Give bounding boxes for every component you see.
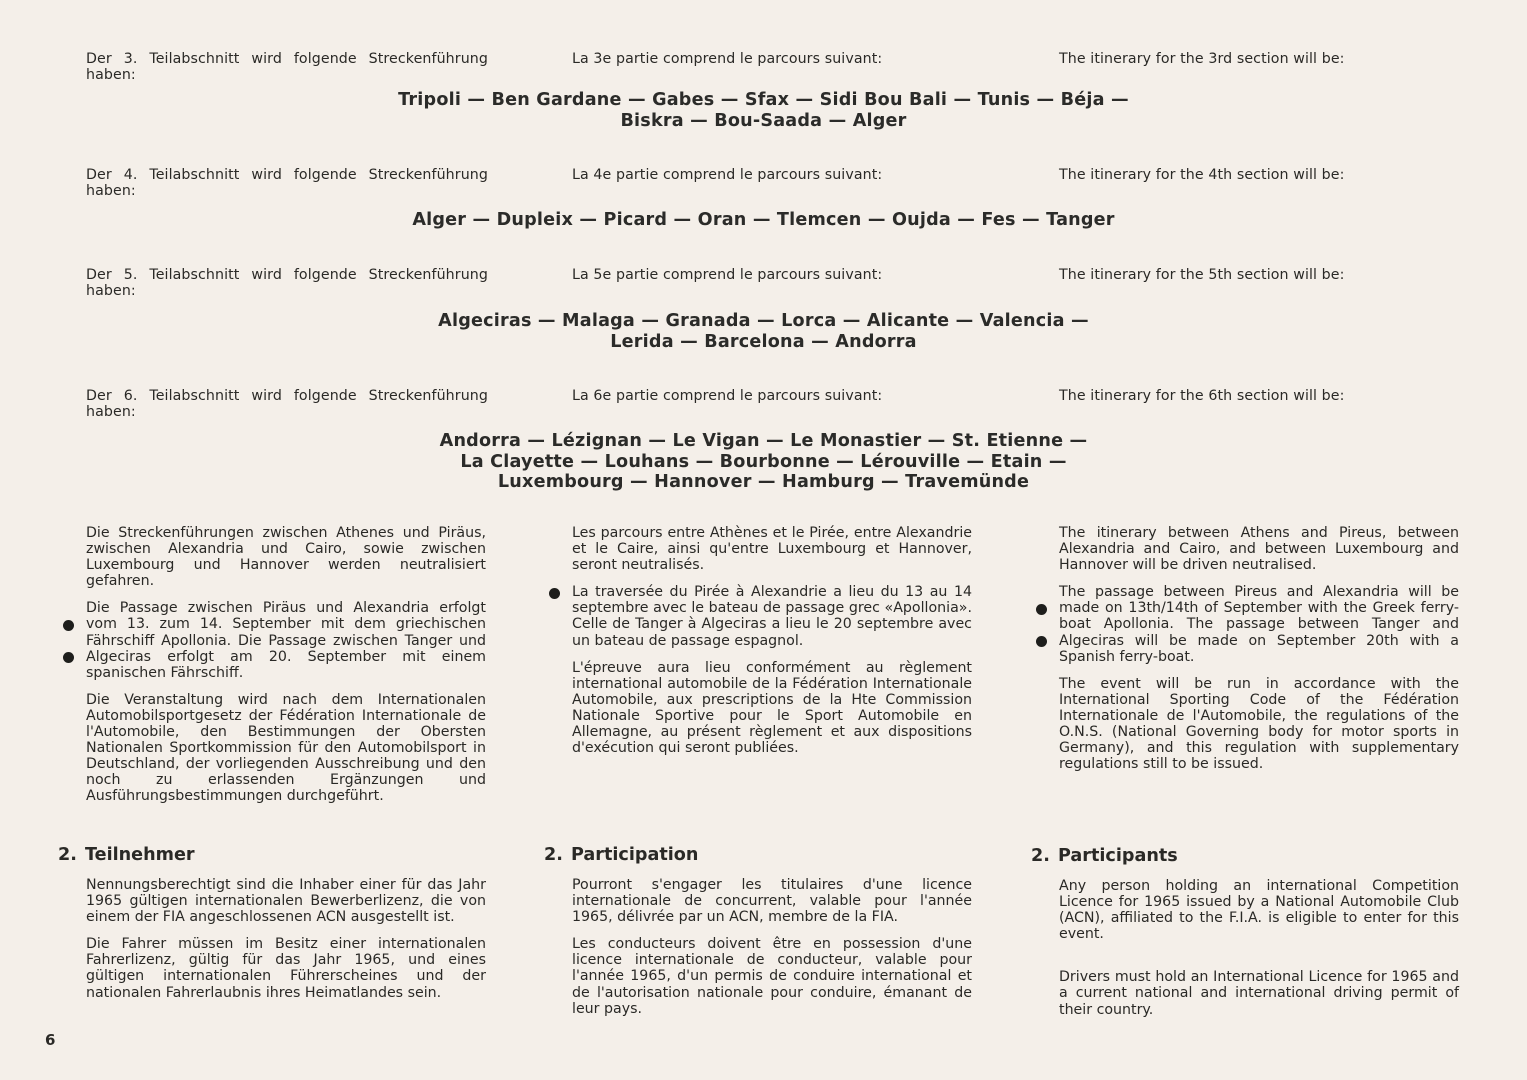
paragraph: Les conducteurs doivent être en possession d'une licence internationale de conducteur, valable pour l'année 1965, d'un permis de conduire international et de l'autorisation nationale pour conduire, émanant de leur pays. xyxy=(572,936,972,1017)
participation-text-en xyxy=(1059,878,1459,1029)
paragraph: The passage between Pireus and Alexandria will be made on 13th/14th of September with the Greek ferry-boat Apollonia. The passage between Tanger and Algeciras will be made on September 20th with a Spanish ferry-boat. xyxy=(1059,584,1459,665)
heading-number: 2. xyxy=(1031,846,1050,866)
paragraph: The event will be run in accordance with the International Sporting Code of the Fédération Internationale de l'Automobile, the regulations of the O.N.S. (National Governing body for motor sports in Germany), and this regulation with supplementary regulations still to be issued. xyxy=(1059,675,1459,773)
section-5-intro-en: The itinerary for the 5th section will be: xyxy=(1059,267,1345,283)
participation-text-fr xyxy=(572,877,972,1028)
section-4-intro-de: Der 4. Teilabschnitt wird folgende Streckenführung haben: xyxy=(86,167,488,199)
section-5-intro-de: Der 5. Teilabschnitt wird folgende Streckenführung haben: xyxy=(86,267,488,299)
section-6-intro-en: The itinerary for the 6th section will be: xyxy=(1059,388,1345,404)
margin-bullet-icon xyxy=(1036,636,1047,647)
paragraph: The itinerary between Athens and Pireus, between Alexandria and Cairo, and between Luxembourg and Hannover will be driven neutralised. xyxy=(1059,525,1459,574)
general-text-de xyxy=(86,525,486,816)
section-5-intro-fr: La 5e partie comprend le parcours suivant: xyxy=(572,267,883,283)
heading-text: Teilnehmer xyxy=(85,845,195,865)
route-line: Alger — Dupleix — Picard — Oran — Tlemcen — Oujda — Fes — Tanger xyxy=(412,210,1115,230)
paragraph: Die Passage zwischen Piräus und Alexandria erfolgt vom 13. zum 14. September mit dem griechischen Fährschiff Apollonia. Die Passage zwischen Tanger und Algeciras erfolgt am 20. September mit einem spanischen Fährschiff. xyxy=(86,600,486,681)
page-number: 6 xyxy=(45,1031,56,1049)
paragraph: Any person holding an international Competition Licence for 1965 issued by a National Automobile Club (ACN), affiliated to the F.I.A. is eligible to enter for this event. xyxy=(1059,878,1459,943)
route-line: Algeciras — Malaga — Granada — Lorca — Alicante — Valencia — xyxy=(438,311,1089,331)
route-line: Luxembourg — Hannover — Hamburg — Travemünde xyxy=(497,472,1030,492)
route-line: Andorra — Lézignan — Le Vigan — Le Monastier — St. Etienne — xyxy=(439,431,1088,451)
paragraph: La traversée du Pirée à Alexandrie a lieu du 13 au 14 septembre avec le bateau de passage grec «Apollonia». Celle de Tanger à Algeciras a lieu le 20 septembre avec un bateau de passage espagnol. xyxy=(572,584,972,649)
section-3-intro-en: The itinerary for the 3rd section will be: xyxy=(1059,51,1345,67)
heading-text: Participants xyxy=(1058,846,1178,866)
section-6-route xyxy=(0,431,1527,493)
heading-number: 2. xyxy=(58,845,77,865)
section-3-intro-fr: La 3e partie comprend le parcours suivant: xyxy=(572,51,883,67)
margin-bullet-icon xyxy=(63,652,74,663)
heading-text: Participation xyxy=(571,845,699,865)
participation-text-de xyxy=(86,877,486,1012)
paragraph: L'épreuve aura lieu conformément au règlement international automobile de la Fédération Internationale Automobile, aux prescriptions de la Hte Commission Nationale Sportive pour le Sport Automobile en Allemagne, au présent règlement et aux dispositions d'exécution qui seront publiées. xyxy=(572,659,972,757)
route-line: La Clayette — Louhans — Bourbonne — Lérouville — Etain — xyxy=(460,451,1067,472)
general-text-en xyxy=(1059,525,1459,783)
general-text-fr xyxy=(572,525,972,767)
paragraph: Nennungsberechtigt sind die Inhaber einer für das Jahr 1965 gültigen internationalen Bewerberlizenz, die von einem der FIA angeschlossenen ACN ausgestellt ist. xyxy=(86,877,486,926)
paragraph: Die Veranstaltung wird nach dem Internationalen Automobilsportgesetz der Fédération Internationale de l'Automobile, den Bestimmungen der Obersten Nationalen Sportkommission für den Automobilsport in Deutschland, der vorliegenden Ausschreibung und den noch zu erlassenden Ergänzungen und Ausführungsbestimmungen durchgeführt. xyxy=(86,691,486,805)
section-4-intro-en: The itinerary for the 4th section will be: xyxy=(1059,167,1345,183)
paragraph: Drivers must hold an International Licence for 1965 and a current national and international driving permit of their country. xyxy=(1059,969,1459,1018)
margin-bullet-icon xyxy=(63,620,74,631)
margin-bullet-icon xyxy=(1036,604,1047,615)
participation-heading-fr xyxy=(544,845,698,865)
section-6-intro-de: Der 6. Teilabschnitt wird folgende Streckenführung haben: xyxy=(86,388,488,420)
route-line: Tripoli — Ben Gardane — Gabes — Sfax — Sidi Bou Bali — Tunis — Béja — xyxy=(398,90,1129,110)
participation-heading-de xyxy=(58,845,195,865)
section-5-route xyxy=(0,311,1527,352)
route-line: Lerida — Barcelona — Andorra xyxy=(610,331,917,352)
heading-number: 2. xyxy=(544,845,563,865)
margin-bullet-icon xyxy=(549,588,560,599)
paragraph: Pourront s'engager les titulaires d'une licence internationale de concurrent, valable pour l'année 1965, délivrée par un ACN, membre de la FIA. xyxy=(572,877,972,926)
participation-heading-en xyxy=(1031,846,1178,866)
section-3-route xyxy=(0,90,1527,131)
paragraph: Les parcours entre Athènes et le Pirée, entre Alexandrie et le Caire, ainsi qu'entre Luxembourg et Hannover, seront neutralisés. xyxy=(572,525,972,574)
section-3-intro-de: Der 3. Teilabschnitt wird folgende Streckenführung haben: xyxy=(86,51,488,83)
paragraph: Die Streckenführungen zwischen Athenes und Piräus, zwischen Alexandria und Cairo, sowie zwischen Luxembourg und Hannover werden neutralisiert gefahren. xyxy=(86,525,486,590)
section-6-intro-fr: La 6e partie comprend le parcours suivant: xyxy=(572,388,883,404)
section-4-intro-fr: La 4e partie comprend le parcours suivant: xyxy=(572,167,883,183)
section-4-route xyxy=(0,210,1527,231)
paragraph: Die Fahrer müssen im Besitz einer internationalen Fahrerlizenz, gültig für das Jahr 1965, und eines gültigen internationalen Führerscheines und der nationalen Fahrerlaubnis ihres Heimatlandes sein. xyxy=(86,936,486,1001)
route-line: Biskra — Bou-Saada — Alger xyxy=(620,110,907,131)
